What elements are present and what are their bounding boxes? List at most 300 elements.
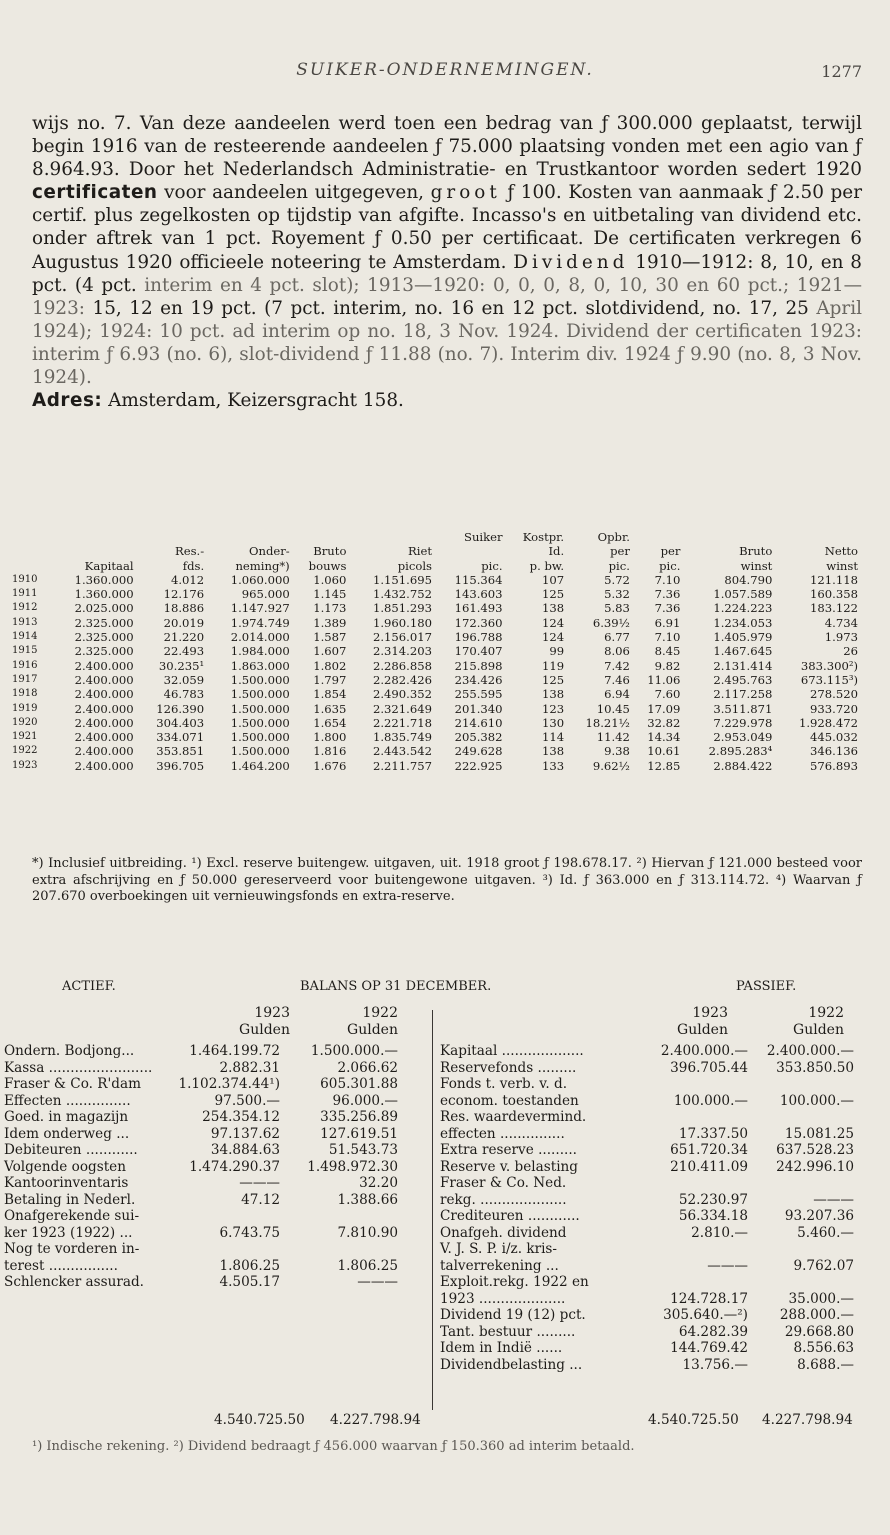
table-cell: 2.495.763 [713,672,773,687]
table-cell: 2.314.203 [372,644,432,659]
balance-value: 305.640.—²) [663,1307,748,1323]
table-cell: 1.500.000 [230,715,290,730]
balance-value: 13.756.— [682,1356,748,1373]
table-cell: 5.83 [604,601,630,616]
right-unit-1922: Gulden [793,1022,844,1038]
table-cell: 383.300²) [800,658,858,673]
balance-note [32,1439,862,1455]
balance-value: 210.411.09 [670,1158,748,1175]
table-row [10,587,860,601]
actief-row [4,1258,428,1275]
balance-label: 1923 .................... [440,1290,566,1307]
balance-value: 353.850.50 [776,1059,854,1076]
actief-row [4,1225,428,1242]
table-cell: 8.06 [604,644,630,659]
table-cell: 138 [541,601,565,616]
running-title: SUIKER-ONDERNEMINGEN. [296,60,594,80]
balance-value: 124.728.17 [670,1290,748,1307]
balance-label: talverrekening ... [440,1257,559,1274]
table-cell: 1.854 [313,687,347,702]
balance-value: 56.334.18 [678,1208,748,1224]
table-cell: 2.156.017 [372,630,432,645]
paragraph-segment: wijs no. 7. Van deze aandeelen werd toen een bedrag van ƒ 300.000 geplaatst, terwijl begin 1916 van de resteerende aandeelen ƒ 75.000 plaatsing vonden met een agio van ƒ 8.964.93. Door het Nederlandsch Administratie- en Trustkantoor worden sedert 1920 [32,113,862,181]
table-cell: 7.36 [654,601,681,616]
table-cell: 126.390 [156,701,205,716]
balance-label: Fraser & Co. R'dam [4,1076,141,1092]
balance-label: Volgende oogsten [4,1158,126,1175]
table-header-cell: neming*) [235,558,290,573]
table-header-cell: Netto [824,544,858,559]
table-row [10,601,860,615]
table-cell: 2.321.649 [372,701,432,716]
balance-value: 35.000.— [788,1290,854,1307]
balance-label: Effecten ............... [4,1092,131,1109]
balance-value: 2.882.31 [219,1059,280,1076]
table-cell: 170.407 [454,644,503,659]
balance-value: 5.460.— [797,1224,854,1241]
table-cell: 46.783 [163,687,205,702]
table-cell: 2.400.000 [74,672,134,687]
table-header-cell [50,544,136,558]
table-cell: 7.10 [654,630,681,645]
table-cell: 1.960.180 [372,615,432,630]
balance-label: Kassa ........................ [4,1059,153,1076]
table-cell: 2.131.414 [713,658,773,673]
table-cell: 22.493 [163,644,205,659]
table-cell: 12.176 [163,587,205,602]
table-cell: 30.235¹ [158,658,205,673]
actief-column [4,1043,428,1291]
balance-value: ——— [813,1191,854,1208]
table-cell: 205.382 [454,730,503,745]
table-cell: 2.490.352 [372,687,432,702]
balance-value: 2.400.000.— [766,1043,854,1059]
balance-value: 1.500.000.— [310,1043,398,1059]
balance-label: Tant. bestuur ......... [440,1323,576,1340]
actief-row [4,1175,428,1192]
table-cell: 1.145 [313,587,347,602]
balance-value: 34.884.63 [210,1142,280,1158]
table-cell: 32.059 [163,672,205,687]
passief-label: PASSIEF. [736,979,797,994]
year-cell: 1917 [12,673,38,685]
actief-row [4,1126,428,1143]
table-cell: 1.224.223 [713,601,773,616]
balance-value: 396.705.44 [670,1059,748,1076]
paragraph-segment: ƒ 100. Kosten van aanmaak ƒ 2.50 per certif. plus zegelkosten op tijdstip van afgifte. Incasso's en uitbetaling van dividend etc. onder aftrek van 1 pct. Royement ƒ 0.50 per certificaat. De certificaten verkregen 6 Augustus 1920 officieele noteering te Amsterdam. [32,182,862,273]
table-header-cell: per [610,544,630,559]
balance-value: 1.474.290.37 [189,1158,280,1175]
paragraph-segment: 1910—1912: 8, 10, en 8 pct. (4 pct. [32,251,862,296]
total-passief-1923: 4.540.725.50 [648,1412,739,1428]
table-cell: 334.071 [156,730,205,745]
page-number: 1277 [821,62,862,81]
actief-label: ACTIEF. [62,979,116,994]
table-cell: 1.405.979 [713,630,773,645]
table-cell: 1.802 [313,658,347,673]
table-cell: 1.797 [313,672,347,687]
table-header-cell [10,544,50,558]
table-cell: 11.06 [647,672,681,687]
address-text: Amsterdam, Keizersgracht 158. [108,390,404,412]
paragraph-segment: April 1924); 1924: 10 pct. ad interim op no. 18, 3 Nov. 1924. Dividend der certificaten 1923: interim ƒ 6.93 (no. 6), slot-dividend ƒ 11.88 (no. 7). Interim div. 1924 ƒ 9.90 (no. 8, 3 Nov. 1924). [32,297,862,389]
balance-value: 64.282.39 [678,1323,748,1340]
table-header-cell [682,530,774,544]
table-cell: 2.325.000 [74,630,134,645]
table-cell: 18.886 [163,601,205,616]
table-cell: 1.147.927 [230,601,290,616]
balance-value: 651.720.34 [670,1142,748,1158]
table-cell: 1.467.645 [713,644,773,659]
table-cell: 125 [541,587,565,602]
table-cell: 2.325.000 [74,644,134,659]
balance-value: 4.505.17 [219,1274,280,1290]
table-cell: 6.39½ [592,615,630,630]
balance-label: Kapitaal ................... [440,1043,584,1059]
passief-row [440,1274,860,1291]
actief-row [4,1043,428,1060]
table-cell: 1.800 [313,730,347,745]
year-cell: 1923 [12,759,38,771]
table-cell: 1.500.000 [230,730,290,745]
balance-label: Onafgerekende sui- [4,1208,140,1224]
balance-label: Exploit.rekg. 1922 en [440,1274,589,1290]
actief-row [4,1192,428,1209]
table-row [10,644,860,658]
year-cell: 1915 [12,645,38,657]
table-cell: 21.220 [163,630,205,645]
table-header-cell: p. bw. [529,558,565,573]
table-cell: 119 [541,658,565,673]
table-cell: 5.32 [604,587,630,602]
table-cell: 1.863.000 [230,658,290,673]
year-cell: 1914 [12,631,38,643]
balance-label: effecten ............... [440,1125,565,1142]
balance-value: 29.668.80 [784,1323,854,1340]
passief-row [440,1307,860,1324]
right-year-1923: 1923 [692,1005,728,1021]
table-cell: 1.464.200 [230,758,290,773]
table-cell: 804.790 [724,572,773,587]
table-row [10,744,860,758]
table-cell: 304.403 [156,715,205,730]
table-cell: 933.720 [810,701,858,716]
balance-value: 8.556.63 [793,1340,854,1356]
table-header-cell: Kapitaal [84,558,134,573]
passief-row [440,1192,860,1209]
table-row [10,573,860,587]
year-cell: 1913 [12,616,38,628]
table-cell: 124 [541,630,565,645]
balance-label: Schlencker assurad. [4,1274,144,1290]
table-cell: 1.060.000 [230,572,290,587]
right-year-1922: 1922 [808,1005,844,1021]
table-cell: 7.60 [654,687,681,702]
table-cell: 255.595 [454,687,503,702]
table-header-row [10,544,860,558]
table-cell: 196.788 [454,630,503,645]
table-cell: 1.057.589 [713,587,773,602]
table-header-cell: Riet [408,544,432,559]
balance-label: Reservefonds ......... [440,1059,577,1076]
table-cell: 183.122 [810,601,858,616]
balance-label: rekg. .................... [440,1191,567,1208]
balance-value: 1.102.374.44¹) [178,1076,280,1092]
table-header-cell: Kostpr. [522,530,565,544]
table-cell: 2.014.000 [230,630,290,645]
balance-value: ——— [707,1257,748,1274]
table-cell: 124 [541,615,565,630]
table-cell: 107 [541,572,565,587]
table-cell: 99 [549,644,565,659]
table-row [10,716,860,730]
table-cell: 214.610 [454,715,503,730]
table-header-cell [10,530,50,544]
table-cell: 7.229.978 [713,715,773,730]
table-row [10,673,860,687]
paragraph-segment: 15, 12 en 19 pct. (7 pct. interim, no. 16 en 12 pct. slotdividend, no. 17, 25 [92,297,817,319]
table-cell: 965.000 [241,587,290,602]
table-cell: 138 [541,687,565,702]
table-cell: 8.45 [654,644,681,659]
actief-row [4,1241,428,1258]
table-cell: 1.500.000 [230,687,290,702]
table-cell: 1.234.053 [713,615,773,630]
table-cell: 6.91 [654,615,681,630]
balance-label: terest ................ [4,1257,118,1274]
table-cell: 234.426 [454,672,503,687]
balance-title: BALANS OP 31 DECEMBER. [300,979,492,994]
left-unit-1922: Gulden [347,1022,398,1038]
table-cell: 9.82 [654,658,681,673]
balance-value: 17.337.50 [678,1125,748,1142]
balance-value: 1.498.972.30 [307,1158,398,1175]
table-cell: 1.928.472 [798,715,858,730]
passief-row [440,1043,860,1060]
table-row [10,616,860,630]
table-cell: 161.493 [454,601,503,616]
table-header-cell: bouws [308,558,347,573]
table-header-row [10,530,860,544]
right-unit-1923: Gulden [677,1022,728,1038]
table-cell: 1.389 [313,615,347,630]
table-cell: 1.500.000 [230,744,290,759]
passief-row [440,1258,860,1275]
table-header-cell [348,530,434,544]
table-header-cell: picols [397,558,432,573]
paragraph-segment: interim en 4 pct. slot); 1913—1920: 0, 0, 0, 8, 0, 10, 30 en 60 pct.; 1921—1923: [32,274,863,319]
table-cell: 143.603 [454,587,503,602]
balance-value: 144.769.42 [670,1340,748,1356]
balance-label: Dividend 19 (12) pct. [440,1307,586,1323]
table-header-cell [206,530,292,544]
balance-value: 47.12 [241,1191,280,1208]
table-cell: 1.984.000 [230,644,290,659]
balance-label: Extra reserve ......... [440,1142,577,1158]
description-paragraph [32,112,862,389]
balance-label: Dividendbelasting ... [440,1356,583,1373]
table-cell: 172.360 [454,615,503,630]
table-header-cell: pic. [608,558,630,573]
table-cell: 2.117.258 [713,687,773,702]
table-header-cell [136,530,207,544]
year-cell: 1920 [12,716,38,728]
table-header-cell [434,544,505,558]
passief-row [440,1340,860,1357]
balance-label: econom. toestanden [440,1092,579,1109]
passief-row [440,1076,860,1093]
table-cell: 2.221.718 [372,715,432,730]
actief-row [4,1076,428,1093]
year-cell: 1919 [12,702,38,714]
table-cell: 346.136 [810,744,858,759]
year-cell: 1921 [12,731,38,743]
table-row [10,687,860,701]
passief-row [440,1357,860,1374]
table-header-cell: Onder- [249,544,290,559]
left-year-1922: 1922 [362,1005,398,1021]
table-header-row [10,559,860,573]
table-cell: 9.62½ [592,758,630,773]
table-row [10,659,860,673]
table-header-cell: Bruto [313,544,347,559]
table-cell: 2.400.000 [74,758,134,773]
actief-row [4,1142,428,1159]
table-cell: 1.974.749 [230,615,290,630]
table-header-cell: Opbr. [597,530,630,544]
table-cell: 1.060 [313,572,347,587]
page-header [0,60,890,86]
passief-row [440,1109,860,1126]
table-cell: 445.032 [810,730,858,745]
passief-row [440,1225,860,1242]
table-cell: 673.115³) [800,672,858,687]
table-cell: 353.851 [156,744,205,759]
paragraph-segment: Dividend [513,251,629,273]
balance-value: 288.000.— [779,1307,854,1323]
table-cell: 2.325.000 [74,615,134,630]
table-cell: 1.500.000 [230,672,290,687]
balance-value: 93.207.36 [784,1208,854,1224]
balance-divider [432,1010,433,1410]
balance-note-text: ¹) Indische rekening. ²) Dividend bedraagt ƒ 456.000 waarvan ƒ 150.360 ad interim betaald. [32,1439,635,1454]
balance-value: 8.688.— [797,1356,854,1373]
table-cell: 1.587 [313,630,347,645]
table-cell: 576.893 [810,758,858,773]
passief-row [440,1208,860,1225]
paragraph-segment: groot [430,182,501,204]
table-header-cell: Id. [548,544,565,559]
total-actief-1922: 4.227.798.94 [330,1412,421,1428]
total-actief-1923: 4.540.725.50 [214,1412,305,1428]
year-cell: 1912 [12,602,38,614]
table-cell: 2.443.542 [372,744,432,759]
table-cell: 125 [541,672,565,687]
table-cell: 160.358 [810,587,858,602]
table-cell: 1.173 [313,601,347,616]
table-cell: 4.734 [824,615,858,630]
table-cell: 2.400.000 [74,701,134,716]
table-header-cell: winst [740,558,773,573]
balance-value: 254.354.12 [202,1109,280,1125]
table-header-cell: Suiker [464,530,503,544]
table-row [10,702,860,716]
balance-value: 100.000.— [779,1092,854,1109]
balance-label: Goed. in magazijn [4,1109,129,1125]
balance-value: 1.388.66 [337,1191,398,1208]
actief-row [4,1060,428,1077]
table-cell: 133 [541,758,565,773]
actief-row [4,1274,428,1291]
balance-label: Onafgeh. dividend [440,1224,567,1241]
table-cell: 2.953.049 [713,730,773,745]
table-cell: 14.34 [647,730,681,745]
table-cell: 222.925 [454,758,503,773]
table-cell: 17.09 [647,701,681,716]
balance-label: Betaling in Nederl. [4,1191,136,1208]
paragraph-segment: certificaten [32,182,158,204]
balance-label: ker 1923 (1922) ... [4,1224,133,1241]
table-cell: 6.94 [604,687,630,702]
left-year-1923: 1923 [254,1005,290,1021]
balance-label: Fraser & Co. Ned. [440,1175,567,1191]
table-cell: 1.432.752 [372,587,432,602]
passief-row [440,1291,860,1308]
balance-value: 100.000.— [673,1092,748,1109]
table-header-cell: pic. [481,558,503,573]
table-header-cell: Res.- [174,544,205,559]
table-cell: 2.211.757 [372,758,432,773]
table-cell: 10.61 [647,744,681,759]
balance-label: Kantoorinventaris [4,1175,129,1191]
actief-row [4,1208,428,1225]
table-cell: 138 [541,744,565,759]
balance-value: 242.996.10 [776,1158,854,1175]
table-cell: 4.012 [170,572,205,587]
balance-label: Ondern. Bodjong... [4,1043,135,1059]
balance-label: V. J. S. P. i/z. kris- [440,1241,558,1257]
table-cell: 7.10 [654,572,681,587]
table-cell: 1.835.749 [372,730,432,745]
table-row [10,630,860,644]
actief-row [4,1093,428,1110]
table-footnotes [32,856,862,906]
table-cell: 1.816 [313,744,347,759]
table-header-cell [292,530,349,544]
left-unit-1923: Gulden [239,1022,290,1038]
table-cell: 121.118 [810,572,858,587]
balance-value: 6.743.75 [219,1224,280,1241]
table-header-cell: winst [826,558,858,573]
passief-row [440,1142,860,1159]
table-cell: 215.898 [454,658,503,673]
passief-column [440,1043,860,1373]
table-cell: 12.85 [647,758,681,773]
balance-value: 2.400.000.— [660,1043,748,1059]
table-cell: 1.973 [824,630,858,645]
table-cell: 7.42 [604,658,630,673]
table-cell: 2.400.000 [74,658,134,673]
balance-value: 1.464.199.72 [189,1043,280,1059]
balance-value: 637.528.23 [776,1142,854,1158]
balance-value: 51.543.73 [328,1142,398,1158]
balance-label: Reserve v. belasting [440,1158,578,1175]
table-cell: 1.360.000 [74,572,134,587]
table-header-cell: fds. [182,558,205,573]
table-header-cell: per [660,544,681,559]
table-cell: 10.45 [596,701,630,716]
table-cell: 1.500.000 [230,701,290,716]
